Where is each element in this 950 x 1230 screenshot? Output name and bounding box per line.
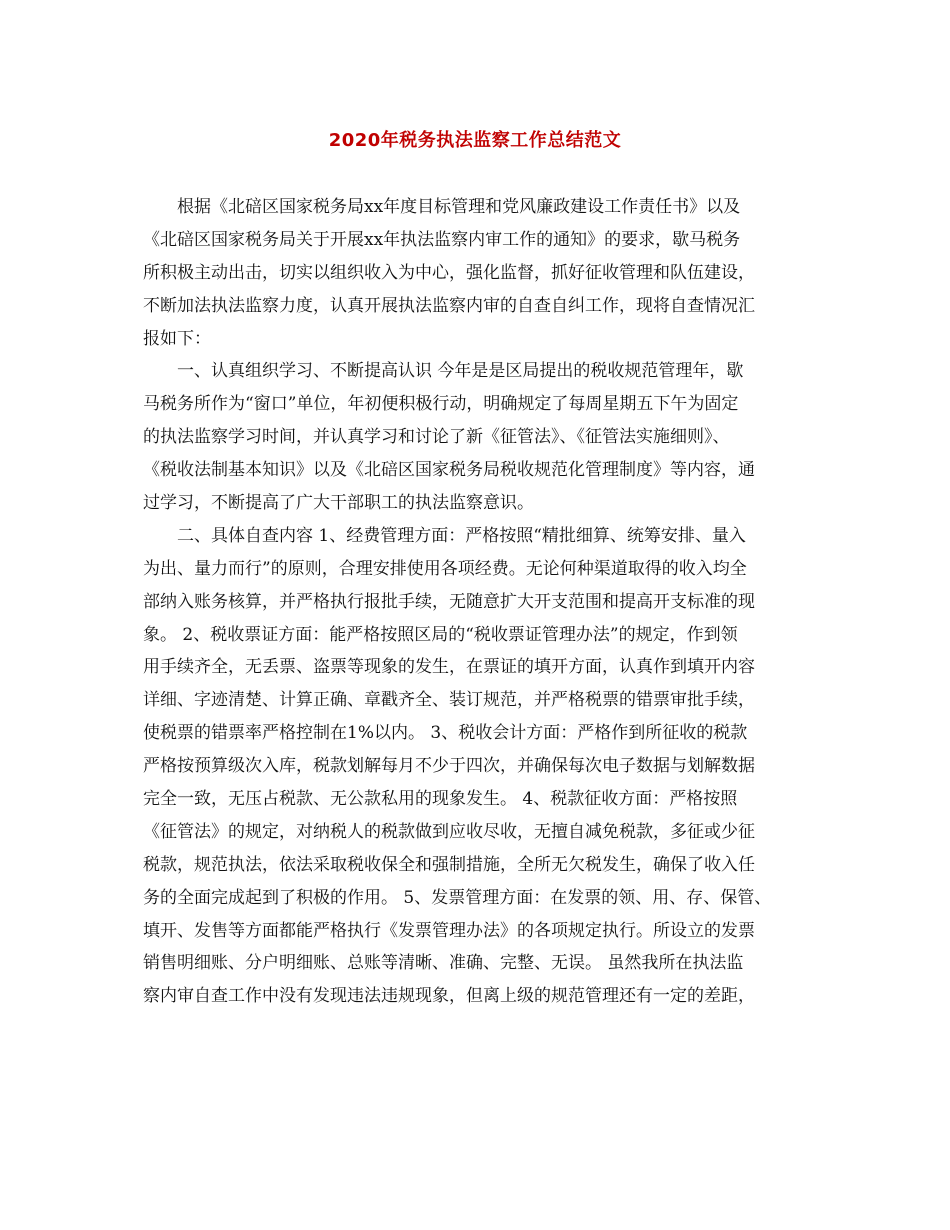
text-line: 不断加法执法监察力度，认真开展执法监察内审的自查自纠工作，现将自查情况汇: [143, 295, 755, 316]
text-line: 用手续齐全，无丢票、盗票等现象的发生，在票证的填开方面，认真作到填开内容: [143, 657, 755, 678]
text-line: 过学习，不断提高了广大干部职工的执法监察意识。: [143, 493, 534, 514]
text-line: 务的全面完成起到了积极的作用。 5、发票管理方面：在发票的领、用、存、保管、: [143, 887, 772, 908]
text-line: 为出、量力而行”的原则，合理安排使用各项经费。无论何种渠道取得的收入均全: [143, 558, 747, 579]
text-line: 的执法监察学习时间，并认真学习和讨论了新《征管法》、《征管法实施细则》、: [143, 427, 730, 448]
text-line: 详细、字迹清楚、计算正确、章戳齐全、装订规范，并严格税票的错票审批手续，: [143, 690, 755, 711]
text-line: 部纳入账务核算，并严格执行报批手续，无随意扩大开支范围和提高开支标准的现: [143, 591, 755, 612]
text-line: 根据《北碚区国家税务局xx年度目标管理和党风廉政建设工作责任书》以及: [177, 197, 741, 217]
text-line: 一、认真组织学习、不断提高认识 今年是是区局提出的税收规范管理年，歇: [177, 361, 744, 382]
text-line: 完全一致，无压占税款、无公款私用的现象发生。 4、税款征收方面：严格按照: [143, 789, 738, 810]
text-line: 象。 2、税收票证方面：能严格按照区局的“税收票证管理办法”的规定，作到领: [143, 624, 738, 645]
text-line: 《北碚区国家税务局关于开展xx年执法监察内审工作的通知》的要求，歇马税务: [143, 229, 741, 250]
text-line: 二、具体自查内容 1、经费管理方面：严格按照“精批细算、统筹安排、量入: [177, 525, 746, 546]
text-line: 销售明细账、分户明细账、总账等清晰、准确、完整、无误。 虽然我所在执法监: [143, 953, 744, 974]
text-line: 填开、发售等方面都能严格执行《发票管理办法》的各项规定执行。所设立的发票: [143, 920, 755, 941]
text-line: 使税票的错票率严格控制在1%以内。 3、税收会计方面：严格作到所征收的税款: [143, 723, 748, 744]
text-line: 《税收法制基本知识》以及《北碚区国家税务局税收规范化管理制度》等内容，通: [143, 460, 755, 481]
page-title: 2020年税务执法监察工作总结范文: [328, 130, 622, 151]
text-line: 所积极主动出击，切实以组织收入为中心，强化监督，抓好征收管理和队伍建设，: [143, 262, 755, 283]
text-line: 严格按预算级次入库，税款划解每月不少于四次，并确保每次电子数据与划解数据: [143, 756, 755, 777]
document-body: [143, 191, 817, 1013]
text-line: 马税务所作为“窗口”单位，年初便积极行动，明确规定了每周星期五下午为固定: [143, 394, 739, 415]
text-line: 《征管法》的规定，对纳税人的税款做到应收尽收，无擅自减免税款，多征或少征: [143, 821, 755, 842]
text-line: 察内审自查工作中没有发现违法违规现象，但离上级的规范管理还有一定的差距，: [143, 986, 755, 1007]
text-line: 报如下：: [143, 328, 211, 349]
text-line: 税款，规范执法，依法采取税收保全和强制措施，全所无欠税发生，确保了收入任: [143, 854, 755, 875]
